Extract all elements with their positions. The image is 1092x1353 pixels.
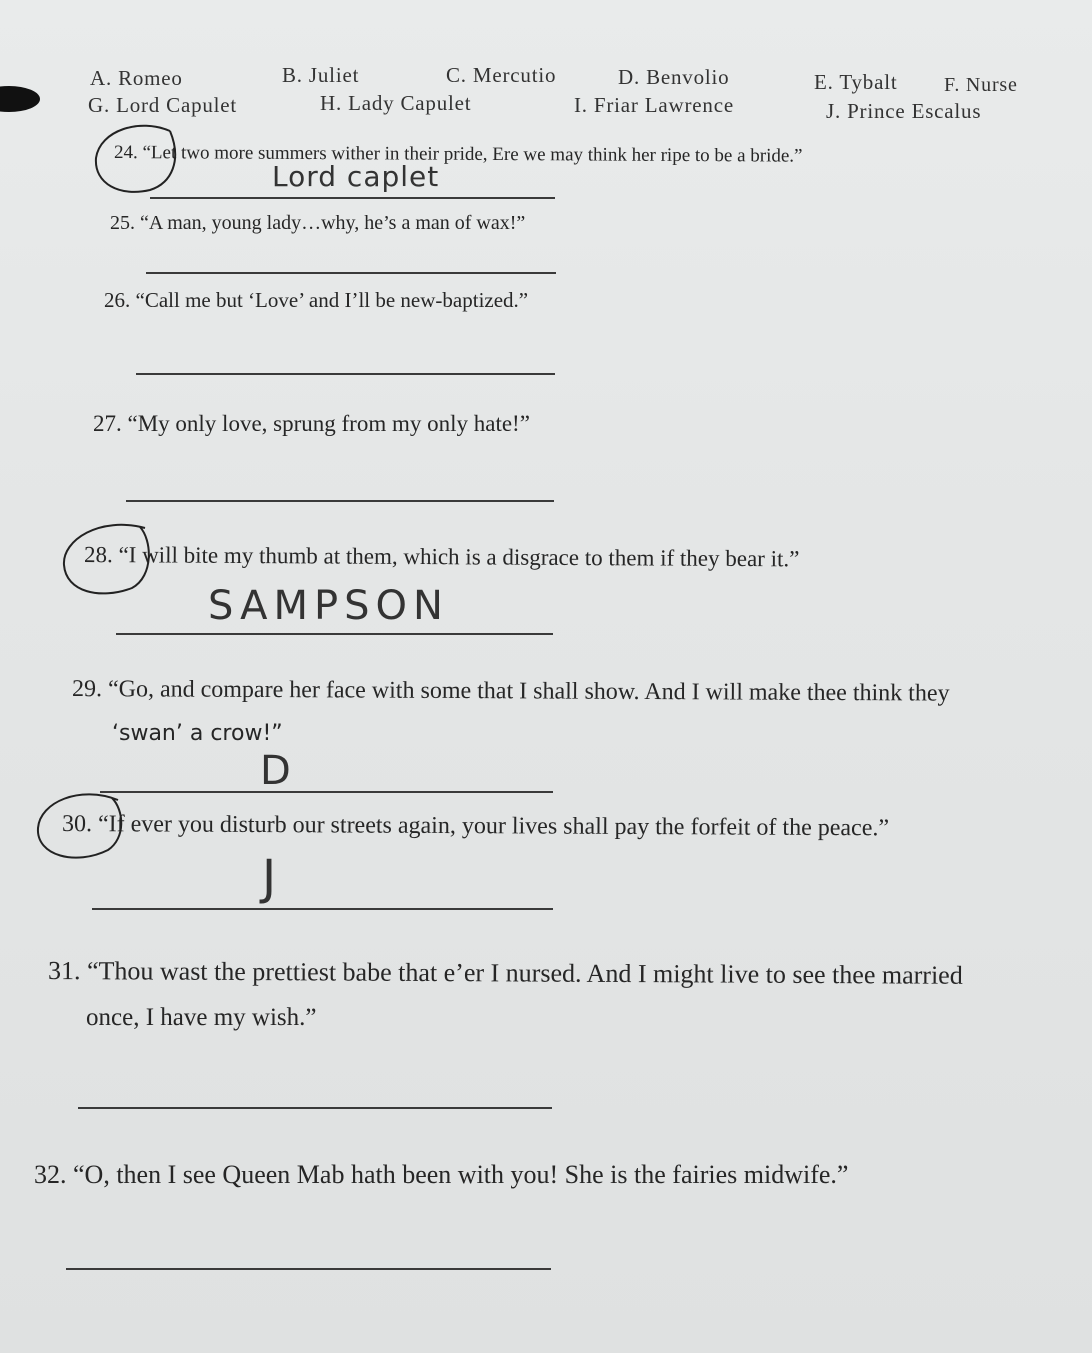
question-27: 27. “My only love, sprung from my only hate!” <box>93 411 530 436</box>
answer-line-29 <box>100 791 553 793</box>
question-24: 24. “Let two more summers wither in their pride, Ere we may think her ripe to be a bride.” <box>113 142 803 167</box>
question-25: 25. “A man, young lady…why, he’s a man of wax!” <box>110 212 526 234</box>
question-31-line-1: 31. “Thou wast the prettiest babe that e’er I nursed. And I might live to see thee married <box>47 956 963 990</box>
question-28: 28. “I will bite my thumb at them, which is a disgrace to them if they bear it.” <box>83 542 800 572</box>
question-32: 32. “O, then I see Queen Mab hath been with you! She is the fairies midwife.” <box>34 1160 849 1189</box>
choice-b: B. Juliet <box>282 63 360 87</box>
binder-hole <box>0 86 40 112</box>
question-26: 26. “Call me but ‘Love’ and I’ll be new-baptized.” <box>104 288 529 312</box>
answer-line-25 <box>146 272 556 274</box>
answer-line-30 <box>92 908 553 910</box>
choice-g: G. Lord Capulet <box>88 93 238 117</box>
answer-30-handwritten: J <box>262 850 277 906</box>
choice-c: C. Mercutio <box>446 63 557 87</box>
choice-f: F. Nurse <box>944 74 1018 96</box>
question-29-line-1: 29. “Go, and compare her face with some that I shall show. And I will make thee think they <box>71 676 950 707</box>
question-29-line-2: ‘swan’ a crow!” <box>112 721 283 746</box>
question-30: 30. “If ever you disturb our streets again, your lives shall pay the forfeit of the peace.” <box>61 811 890 842</box>
answer-line-31 <box>78 1107 552 1109</box>
answer-24-handwritten: Lord caplet <box>272 160 440 193</box>
answer-line-32 <box>66 1268 551 1270</box>
question-31-line-2: once, I have my wish.” <box>86 1004 317 1031</box>
answer-29-handwritten: D <box>260 748 291 794</box>
choice-d: D. Benvolio <box>618 65 730 89</box>
choice-j: J. Prince Escalus <box>826 99 982 123</box>
answer-line-27 <box>126 500 554 502</box>
choice-a: A. Romeo <box>90 66 183 90</box>
answer-28-handwritten: SAMPSON <box>208 583 449 629</box>
choice-i: I. Friar Lawrence <box>574 93 734 117</box>
answer-line-26 <box>136 373 555 375</box>
answer-line-24 <box>150 197 555 199</box>
choice-h: H. Lady Capulet <box>320 91 472 115</box>
choice-e: E. Tybalt <box>814 70 898 94</box>
answer-line-28 <box>116 633 553 635</box>
